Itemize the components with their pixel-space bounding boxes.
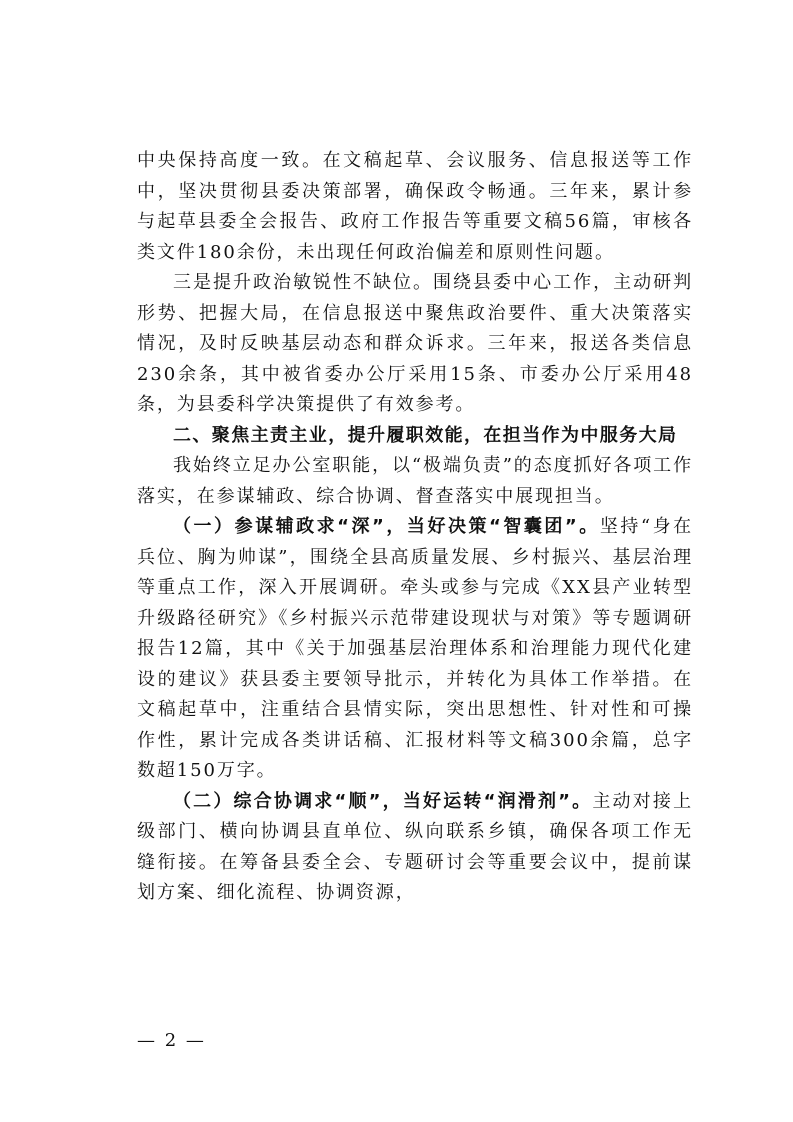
paragraph-5-body: 主动对接上级部门、横向协调县直单位、纵向联系乡镇，确保各项工作无缝衔接。在筹备县委全会、专题研讨会等重要会议中，提前谋划方案、细化流程、协调资源， (137, 790, 693, 903)
body-text (137, 146, 693, 909)
paragraph-5 (137, 787, 693, 909)
paragraph-3: 我始终立足办公室职能，以“极端负责”的态度抓好各项工作落实，在参谋辅政、综合协调、督查落实中展现担当。 (137, 455, 693, 507)
paragraph-1: 中央保持高度一致。在文稿起草、会议服务、信息报送等工作中，坚决贯彻县委决策部署，确保政令畅通。三年来，累计参与起草县委全会报告、政府工作报告等重要文稿56篇，审核各类文件180余份，未出现任何政治偏差和原则性问题。 (137, 150, 693, 263)
section-heading: 二、聚焦主责主业，提升履职效能，在担当作为中服务大局 (173, 424, 678, 446)
subheading-2: （二）综合协调求“顺”，当好运转“润滑剂”。 (173, 790, 593, 812)
paragraph-4-body: 坚持“身在兵位、胸为帅谋”，围绕全县高质量发展、乡村振兴、基层治理等重点工作，深入开展调研。牵头或参与完成《XX县产业转型升级路径研究》《乡村振兴示范带建设现状与对策》等专题调研报告12篇，其中《关于加强基层治理体系和治理能力现代化建设的建议》获县委主要领导批示，并转化为具体工作举措。在文稿起草中，注重结合县情实际，突出思想性、针对性和可操作性，累计完成各类讲话稿、汇报材料等文稿300余篇，总字数超150万字。 (137, 516, 694, 781)
paragraph-4 (137, 512, 693, 787)
subheading-1: （一）参谋辅政求“深”，当好决策“智囊团”。 (173, 516, 600, 537)
page-number: — 2 — (137, 1030, 206, 1051)
paragraph-2: 三是提升政治敏锐性不缺位。围绕县委中心工作，主动研判形势、把握大局，在信息报送中聚焦政治要件、重大决策落实情况，及时反映基层动态和群众诉求。三年来，报送各类信息230余条，其中被省委办公厅采用15条、市委办公厅采用48条，为县委科学决策提供了有效参考。 (137, 272, 693, 415)
